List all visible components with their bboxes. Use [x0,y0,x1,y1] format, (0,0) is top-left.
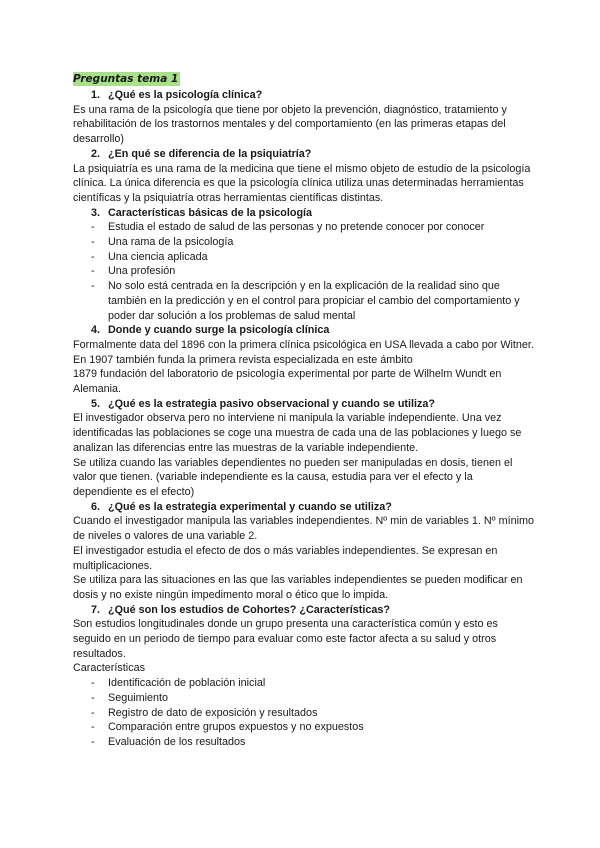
question-heading [91,88,535,103]
list-item: - Estudia el estado de salud de las personas y no pretende conocer por conocer [91,220,535,235]
answer-paragraph: El investigador observa pero no interviene ni manipula la variable independiente. Una vez identificadas las poblaciones se coge una muestra de cada una de las poblaciones y luego se analizan las diferencias entre las muestras de la variable independiente. [73,412,522,454]
answer-paragraph: Características [73,662,145,675]
answer-paragraph: Cuando el investigador manipula las variables independientes. Nº min de variables 1. Nº mínimo de niveles o valores de una variable 2. [73,515,535,543]
question-number: 7. [91,603,101,616]
question-text: Características básicas de la psicología [108,206,313,219]
question-heading [91,397,535,412]
list-item: - Evaluación de los resultados [91,735,535,750]
answer-paragraph: En 1907 también funda la primera revista especializada en este ámbito [73,353,413,366]
answer-paragraph: 1879 fundación del laboratorio de psicología experimental por parte de Wilhelm Wundt en Alemania. [73,368,502,396]
list-item-text: Registro de dato de exposición y resultados [108,706,318,719]
list-item: - No solo está centrada en la descripción y en la explicación de la realidad sino que también en la predicción y en el control para propiciar el cambio del comportamiento y poder dar solución a los problemas de salud mental [91,279,535,323]
list-item-text: Comparación entre grupos expuestos y no expuestos [108,721,364,734]
question-heading [91,206,535,221]
question-text: ¿Qué es la estrategia pasivo observacional y cuando se utiliza? [108,397,436,410]
question-number: 2. [91,147,101,160]
list-item: - Una profesión [91,264,535,279]
question-text: Donde y cuando surge la psicología clínica [108,324,330,337]
list-item-text: Evaluación de los resultados [108,735,246,748]
question-heading [91,147,535,162]
list-item-text: Seguimiento [108,691,169,704]
question-heading [91,603,535,618]
question-number: 6. [91,500,101,513]
question-text: ¿En qué se diferencia de la psiquiatría? [108,147,312,160]
answer-paragraph: Formalmente data del 1896 con la primera clínica psicológica en USA llevada a cabo por Witner. [73,338,534,351]
document-page [73,72,535,750]
question-heading [91,323,535,338]
list-item-text: Una ciencia aplicada [108,250,208,263]
question-heading [91,500,535,515]
question-text: ¿Qué es la estrategia experimental y cuando se utiliza? [108,500,392,513]
question-text: ¿Qué es la psicología clínica? [108,89,263,101]
question-number: 4. [91,324,101,337]
list-item: - Una rama de la psicología [91,235,535,250]
list-item: - Registro de dato de exposición y resultados [91,706,535,721]
answer-paragraph: El investigador estudia el efecto de dos o más variables independientes. Se expresan en multiplicaciones. [73,544,498,572]
question-number: 5. [91,397,101,410]
question-number: 1. [91,89,101,101]
list-item-text: Una profesión [108,265,176,278]
list-item: - Seguimiento [91,691,535,706]
list-item-text: Una rama de la psicología [108,236,234,249]
document-title: Preguntas tema 1 [73,73,179,85]
answer-paragraph: Es una rama de la psicología que tiene por objeto la prevención, diagnóstico, tratamiento y rehabilitación de los trastornos mentales y del comportamiento (en las primeras etapas del desarrollo) [73,103,507,146]
question-text: ¿Qué son los estudios de Cohortes? ¿Características? [108,603,390,616]
list-item-text: Estudia el estado de salud de las personas y no pretende conocer por conocer [108,221,485,234]
list-item: - Una ciencia aplicada [91,250,535,265]
list-item: - Comparación entre grupos expuestos y no expuestos [91,720,535,735]
question-number: 3. [91,206,101,219]
bullet-list [73,676,535,750]
list-item: - Identificación de población inicial [91,676,535,691]
answer-paragraph: Son estudios longitudinales donde un grupo presenta una característica común y esto es seguido en un periodo de tiempo para evaluar como este factor afecta a su salud y otros resultados. [73,618,498,660]
answer-paragraph: Se utiliza para las situaciones en las que las variables independientes se pueden modificar en dosis y no existe ningún impedimento moral o ético que lo impida. [73,574,523,601]
answer-paragraph: La psiquiatría es una rama de la medicina que tiene el mismo objeto de estudio de la psicología clínica. La única diferencia es que la psicología clínica utiliza unas determinadas herramientas científicas y la psiquiatría otras herramientas científicas distintas. [73,162,531,204]
list-item-text: No solo está centrada en la descripción y en la explicación de la realidad sino que también en la predicción y en el control para propiciar el cambio del comportamiento y poder dar solución a los problemas de salud mental [108,280,520,322]
list-item-text: Identificación de población inicial [108,677,266,690]
bullet-list [73,220,535,323]
answer-paragraph: Se utiliza cuando las variables dependientes no pueden ser manipuladas en dosis, tienen el valor que tienen. (variable independiente es la causa, estudia para ver el efecto y la dependiente es el efecto) [73,456,513,498]
